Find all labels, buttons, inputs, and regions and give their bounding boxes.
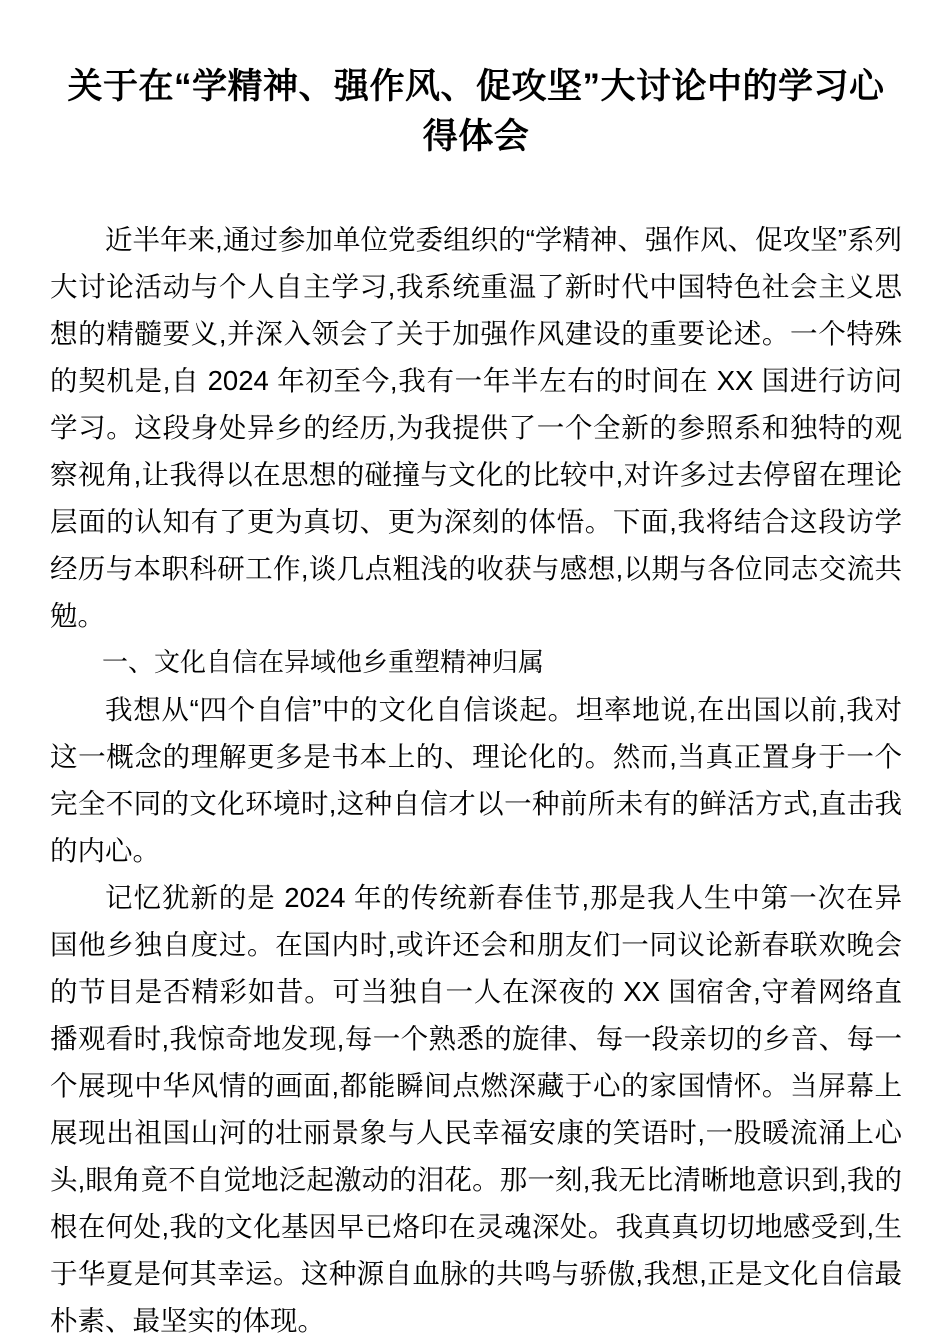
title-body-spacer [50, 162, 902, 216]
paragraph-intro: 近半年来,通过参加单位党委组织的“学精神、强作风、促攻坚”系列大讨论活动与个人自主学习,我系统重温了新时代中国特色社会主义思想的精髓要义,并深入领会了关于加强作风建设的重要论述。一个特殊的契机是,自 2024 年初至今,我有一年半左右的时间在 XX 国进行访问学习。这段身处异乡的经历,为我提供了一个全新的参照系和独特的观察视角,让我得以在思想的碰撞与文化的比较中,对许多过去停留在理论层面的认知有了更为真切、更为深刻的体悟。下面,我将结合这段访学经历与本职科研工作,谈几点粗浅的收获与感想,以期与各位同志交流共勉。 [50, 224, 902, 631]
page-content-area [50, 0, 902, 1344]
document-title: 关于在“学精神、强作风、促攻坚”大讨论中的学习心得体会 [67, 67, 885, 156]
paragraph-section-1-2: 记忆犹新的是 2024 年的传统新春佳节,那是我人生中第一次在异国他乡独自度过。在国内时,或许还会和朋友们一同议论新春联欢晚会的节目是否精彩如昔。可当独自一人在深夜的 XX 国宿舍,守着网络直播观看时,我惊奇地发现,每一个熟悉的旋律、每一段亲切的乡音、每一个展现中华风情的画面,都能瞬间点燃深藏于心的家国情怀。当屏幕上展现出祖国山河的壮丽景象与人民幸福安康的笑语时,一股暖流涌上心头,眼角竟不自觉地泛起激动的泪花。那一刻,我无比清晰地意识到,我的根在何处,我的文化基因早已烙印在灵魂深处。我真真切切地感受到,生于华夏是何其幸运。这种源自血脉的共鸣与骄傲,我想,正是文化自信最朴素、最坚实的体现。 [50, 882, 902, 1336]
document-body [50, 216, 902, 1344]
paragraph-section-1-1: 我想从“四个自信”中的文化自信谈起。坦率地说,在出国以前,我对这一概念的理解更多是书本上的、理论化的。然而,当真正置身于一个完全不同的文化环境时,这种自信才以一种前所未有的鲜活方式,直击我的内心。 [50, 694, 902, 866]
section-heading-1: 一、文化自信在异域他乡重塑精神归属 [102, 647, 545, 677]
